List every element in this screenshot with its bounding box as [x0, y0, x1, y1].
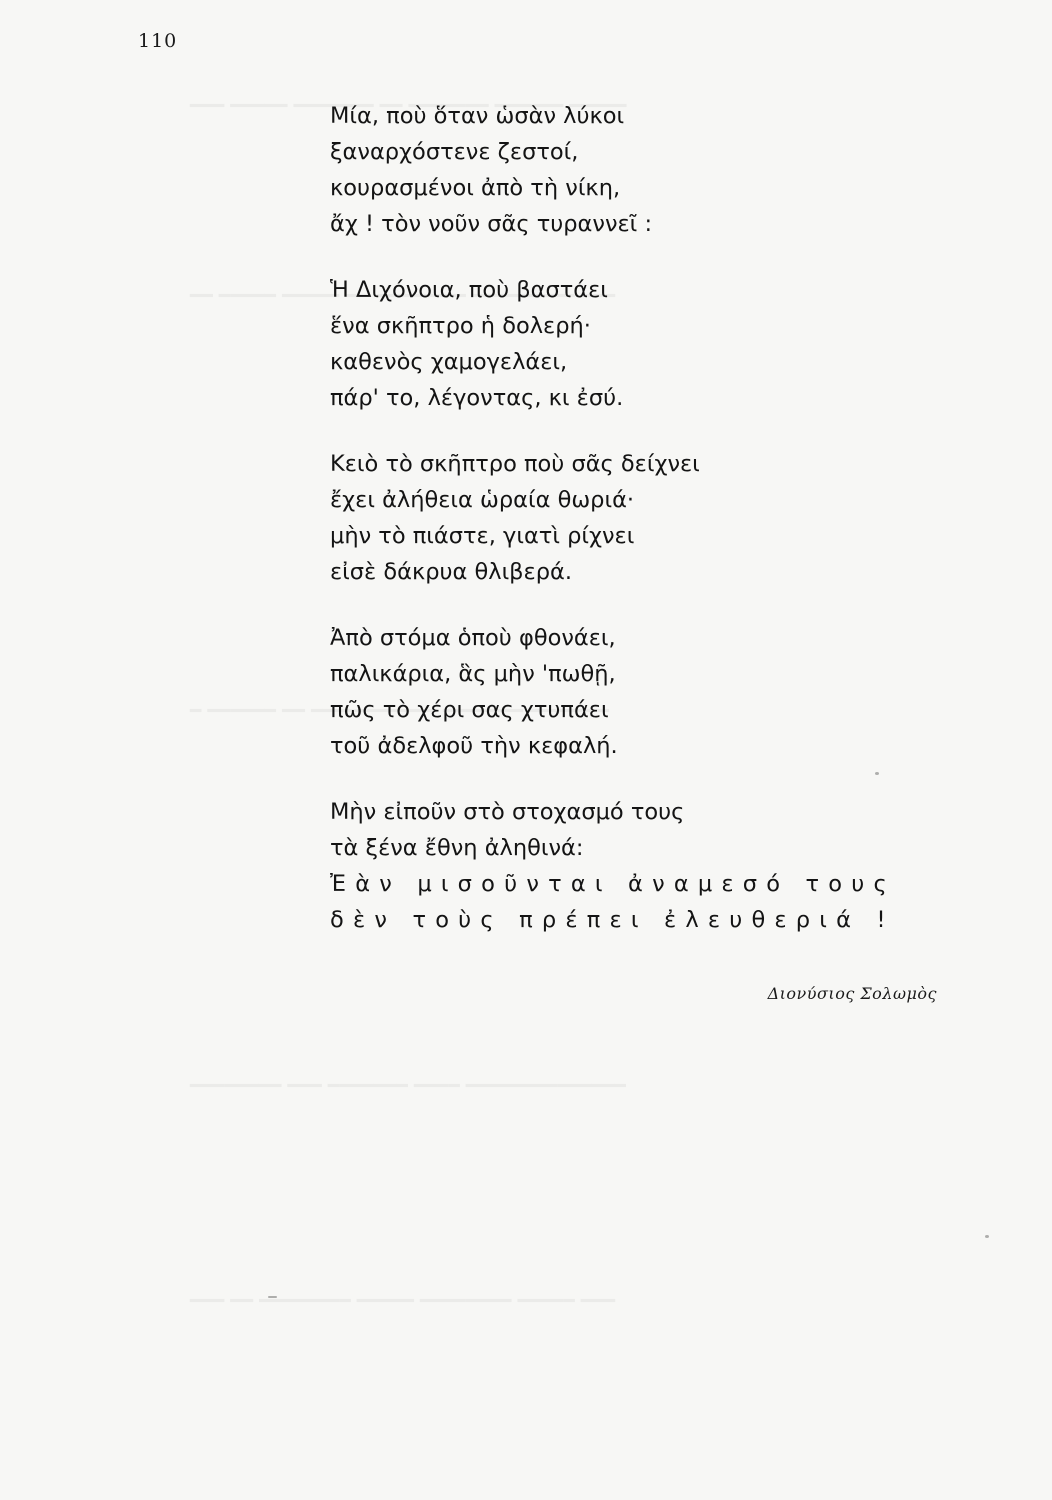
verse-line: Μία, ποὺ ὅταν ὡσὰν λύκοι	[330, 103, 625, 129]
stanza-2	[330, 272, 970, 416]
verse-line: κουρασμένοι ἀπὸ τὴ νίκη,	[330, 175, 621, 201]
verse-line-emphasized: Ἐὰν μισοῦνται ἀναμεσό τους	[330, 871, 896, 897]
verse-line: ξαναρχόστενε ζεστοί,	[330, 139, 579, 165]
verse-line: παλικάρια, ἃς μὴν 'πωθῇ,	[330, 661, 616, 687]
verse-line: εἰσὲ δάκρυα θλιβερά.	[330, 559, 572, 585]
verse-line: Μὴν εἰποῦν στὸ στοχασμό τους	[330, 799, 685, 825]
verse-line: ἔχει ἀλήθεια ὡραία θωριά·	[330, 487, 635, 513]
verse-line: τὰ ξένα ἔθνη ἀληθινά:	[330, 835, 584, 861]
bleed-through-texture	[190, 1075, 626, 1097]
bleed-through-texture	[190, 1290, 615, 1312]
verse-line: τοῦ ἀδελφοῦ τὴν κεφαλή.	[330, 733, 618, 759]
verse-line: Ἡ Διχόνοια, ποὺ βαστάει	[330, 277, 608, 303]
verse-line: Ἀπὸ στόμα ὁποὺ φθονάει,	[330, 625, 616, 651]
verse-line-emphasized: δὲν τοὺς πρέπει ἐλευθεριά !	[330, 907, 895, 933]
paper-speck	[875, 772, 879, 775]
author-signature: Διονύσιος Σολωμὸς	[767, 984, 937, 1003]
stanza-5	[330, 794, 970, 938]
verse-line: ἕνα σκῆπτρο ἡ δολερή·	[330, 313, 591, 339]
poem	[330, 98, 970, 968]
paper-speck	[985, 1235, 989, 1238]
verse-line: μὴν τὸ πιάστε, γιατὶ ρίχνει	[330, 523, 635, 549]
page-number: 110	[138, 30, 178, 52]
verse-line: ἄχ ! τὸν νοῦν σᾶς τυραννεῖ :	[330, 211, 653, 237]
verse-line: καθενὸς χαμογελάει,	[330, 349, 568, 375]
stanza-3	[330, 446, 970, 590]
stanza-4	[330, 620, 970, 764]
verse-line: πάρ' το, λέγοντας, κι ἐσύ.	[330, 385, 624, 411]
verse-line: πῶς τὸ χέρι σας χτυπάει	[330, 697, 609, 723]
stanza-1	[330, 98, 970, 242]
paper-speck	[268, 1296, 277, 1298]
verse-line: Κειὸ τὸ σκῆπτρο ποὺ σᾶς δείχνει	[330, 451, 700, 477]
